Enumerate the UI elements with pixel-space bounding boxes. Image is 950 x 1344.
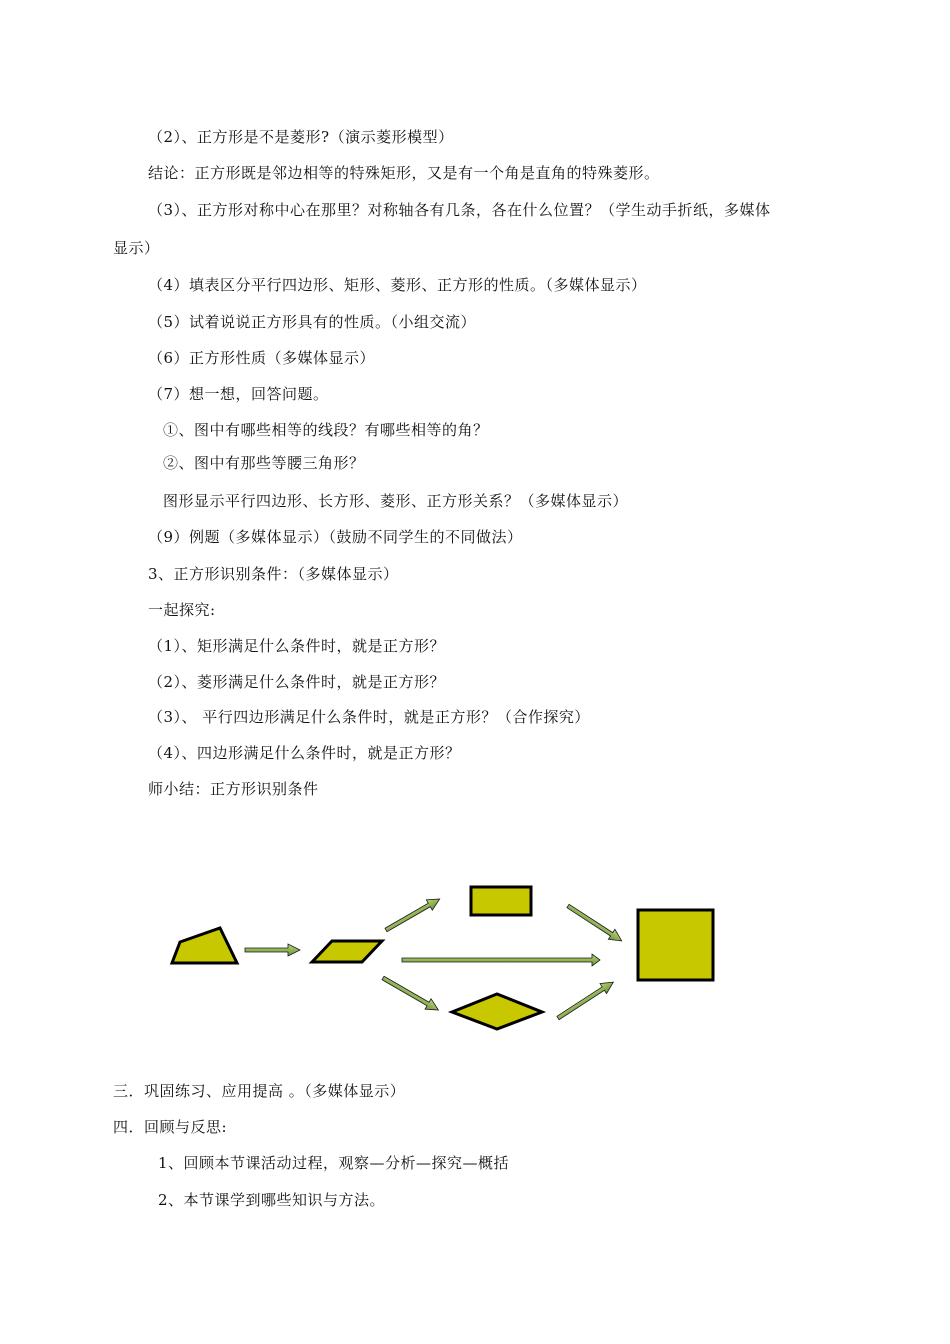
text-line-6: （6）正方形性质（多媒体显示） bbox=[148, 349, 376, 367]
explore-item-2: （2）、菱形满足什么条件时，就是正方形？ bbox=[148, 673, 446, 691]
explore-item-1: （1）、矩形满足什么条件时，就是正方形？ bbox=[148, 637, 446, 655]
section-3-heading: 3、正方形识别条件：（多媒体显示） bbox=[148, 565, 399, 583]
rectangle-shape bbox=[471, 887, 531, 915]
explore-item-4: （4）、四边形满足什么条件时，就是正方形？ bbox=[148, 744, 461, 762]
quadrilateral-shape bbox=[172, 928, 237, 963]
arrow-rhombus-to-square bbox=[555, 977, 617, 1023]
question-2: ②、图中有那些等腰三角形？ bbox=[163, 454, 365, 472]
text-line-9: （9）例题（多媒体显示）（鼓励不同学生的不同做法） bbox=[148, 528, 523, 546]
parallelogram-shape bbox=[312, 941, 382, 962]
arrow-parallelogram-to-square bbox=[402, 954, 600, 966]
quadrilateral-relations-diagram bbox=[150, 870, 750, 1040]
conclusion-line: 结论：正方形既是邻边相等的特殊矩形，又是有一个角是直角的特殊菱形。 bbox=[148, 164, 660, 182]
arrow-quad-to-parallelogram bbox=[245, 944, 300, 956]
text-line-4: （4）填表区分平行四边形、矩形、菱形、正方形的性质。（多媒体显示） bbox=[148, 276, 647, 294]
review-item-1: 1、回顾本节课活动过程，观察—分析—探究—概括 bbox=[158, 1154, 510, 1172]
explore-item-3: （3）、 平行四边形满足什么条件时，就是正方形？（合作探究） bbox=[148, 708, 590, 726]
rhombus-shape bbox=[452, 994, 542, 1029]
question-1: ①、图中有哪些相等的线段？有哪些相等的角？ bbox=[163, 421, 489, 439]
text-line-relations: 图形显示平行四边形、长方形、菱形、正方形关系？（多媒体显示） bbox=[163, 492, 629, 510]
text-line-1: （2）、正方形是不是菱形?（演示菱形模型） bbox=[148, 128, 454, 146]
arrow-rectangle-to-square bbox=[565, 901, 625, 946]
explore-heading: 一起探究: bbox=[148, 601, 216, 619]
review-item-2: 2、本节课学到哪些知识与方法。 bbox=[158, 1191, 386, 1209]
text-line-3-continued: 显示） bbox=[113, 239, 160, 257]
section-3-practice: 三．巩固练习、应用提高 。（多媒体显示） bbox=[113, 1082, 406, 1100]
summary-line: 师小结：正方形识别条件 bbox=[148, 780, 319, 798]
text-line-7: （7）想一想，回答问题。 bbox=[148, 385, 329, 403]
text-line-5: （5）试着说说正方形具有的性质。（小组交流） bbox=[148, 313, 477, 331]
arrow-parallelogram-to-rectangle bbox=[383, 894, 443, 935]
section-4-review: 四．回顾与反思: bbox=[113, 1118, 228, 1136]
arrow-parallelogram-to-rhombus bbox=[380, 973, 441, 1015]
square-shape bbox=[638, 910, 713, 980]
text-line-3: （3）、正方形对称中心在那里？对称轴各有几条，各在什么位置？（学生动手折纸，多媒体 bbox=[148, 201, 771, 219]
